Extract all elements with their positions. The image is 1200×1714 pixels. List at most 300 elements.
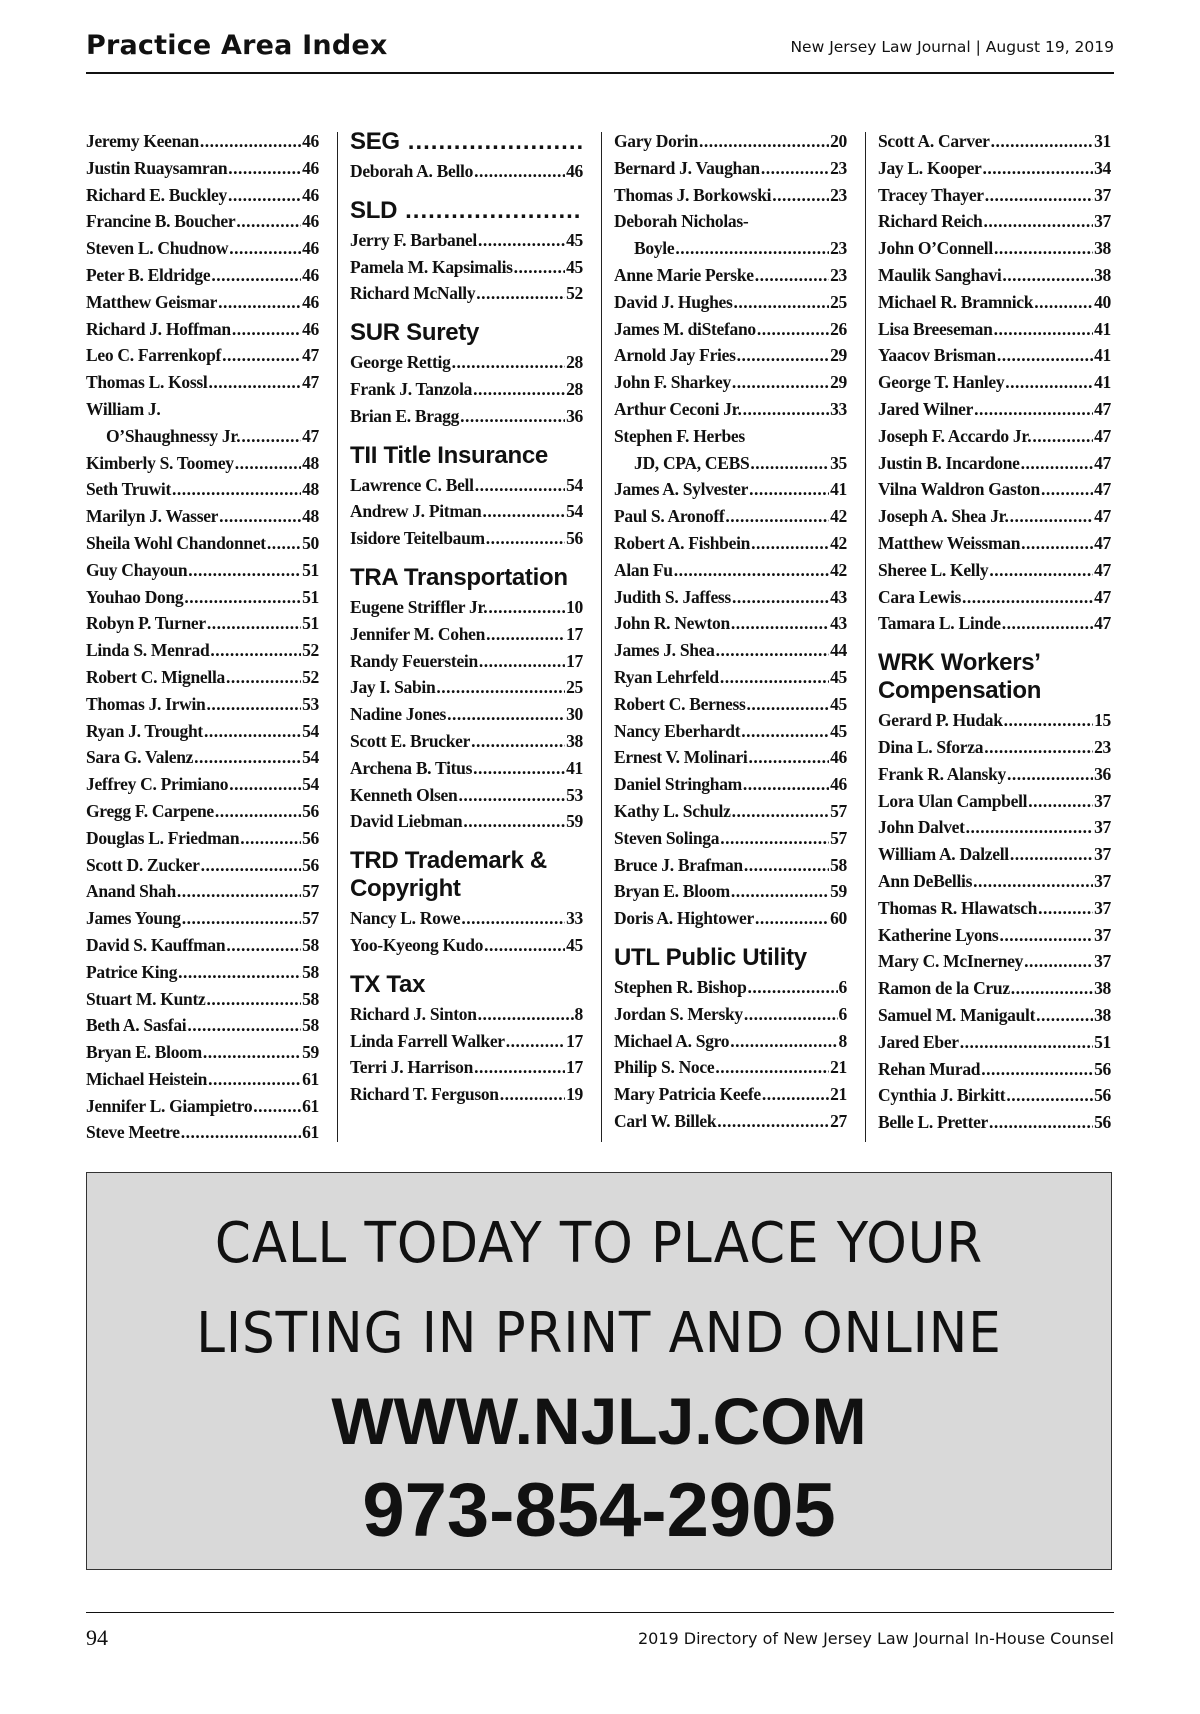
section-heading-label-cont: Compensation <box>878 677 1042 705</box>
index-entry <box>878 707 1111 734</box>
index-entry <box>878 208 1111 235</box>
dot-leader <box>471 728 565 755</box>
dot-leader <box>1004 707 1093 734</box>
section-heading-label: SLD <box>350 196 398 224</box>
index-entry-name: Scott A. Carver <box>878 131 990 151</box>
index-entry-page: 54 <box>302 774 319 795</box>
index-entry-name: Nancy Eberhardt <box>614 720 741 741</box>
index-entry <box>878 1082 1111 1109</box>
index-entry <box>614 852 847 879</box>
index-entry-page: 51 <box>302 586 319 607</box>
dot-leader <box>478 227 565 254</box>
index-entry-name: Samuel M. Manigault <box>878 1004 1036 1025</box>
index-entry-page: 58 <box>302 988 319 1009</box>
dot-leader <box>460 403 565 430</box>
index-entry <box>350 621 583 648</box>
index-entry-page: 37 <box>1094 870 1111 891</box>
index-entry <box>878 1002 1111 1029</box>
section-heading <box>350 564 583 592</box>
index-entry-page: 46 <box>302 264 319 285</box>
dot-leader <box>1036 1002 1093 1029</box>
dot-leader <box>732 369 829 396</box>
index-entry <box>86 316 319 343</box>
index-entry-page: 46 <box>302 211 319 232</box>
dot-leader <box>746 691 829 718</box>
index-entry-name: Douglas L. Friedman <box>86 827 240 848</box>
index-entry-name: Ryan Lehrfeld <box>614 666 719 687</box>
index-entry-name: Paul S. Aronoff <box>614 506 725 527</box>
index-entry-name: Belle L. Pretter <box>878 1112 989 1133</box>
dot-leader <box>985 182 1093 209</box>
index-entry <box>614 1001 847 1028</box>
index-entry-page: 46 <box>302 131 319 151</box>
index-entry-page: 38 <box>1094 264 1111 285</box>
index-entry <box>86 718 319 745</box>
index-entry-name: Robert A. Fishbein <box>614 532 751 553</box>
index-entry <box>86 986 319 1013</box>
index-entry-page: 42 <box>830 559 847 580</box>
index-entry-page: 60 <box>830 908 847 929</box>
dot-leader <box>474 1054 565 1081</box>
index-entry <box>878 503 1111 530</box>
index-entry-name: Sheree L. Kelly <box>878 559 989 580</box>
index-entry-name: Richard Reich <box>878 211 983 232</box>
index-entry-name: Mary C. McInerney <box>878 951 1024 972</box>
dot-leader <box>215 798 301 825</box>
index-entry <box>86 1012 319 1039</box>
index-entry <box>86 1066 319 1093</box>
dot-leader <box>474 158 565 185</box>
index-entry-page: 51 <box>1094 1031 1111 1052</box>
dot-leader <box>755 262 829 289</box>
index-entry-page: 56 <box>302 854 319 875</box>
section-heading <box>878 649 1111 705</box>
index-entry <box>350 808 583 835</box>
index-entry-page: 28 <box>566 352 583 373</box>
index-entry-page: 58 <box>302 934 319 955</box>
dot-leader <box>989 557 1093 584</box>
index-entry-page: 38 <box>566 730 583 751</box>
index-entry-name: Cara Lewis <box>878 586 962 607</box>
index-entry-page: 61 <box>302 1095 319 1116</box>
index-entry <box>86 744 319 771</box>
index-entry-page: 29 <box>830 372 847 393</box>
dot-leader <box>699 128 829 155</box>
page-header <box>86 26 1114 74</box>
dot-leader <box>253 1093 301 1120</box>
index-entry-page: 43 <box>830 586 847 607</box>
dot-leader <box>960 1029 1093 1056</box>
index-entry-page: 47 <box>1094 452 1111 473</box>
dot-leader <box>235 450 301 477</box>
index-entry-name: Jared Wilner <box>878 398 974 419</box>
dot-leader <box>715 1054 829 1081</box>
publication-line: New Jersey Law Journal | August 19, 2019 <box>790 38 1114 56</box>
index-entry-page: 23 <box>830 184 847 205</box>
dot-leader <box>219 503 301 530</box>
index-entry-page: 54 <box>302 720 319 741</box>
index-entry <box>878 788 1111 815</box>
dot-leader <box>488 594 565 621</box>
dot-leader <box>772 182 829 209</box>
dot-leader <box>479 648 565 675</box>
dot-leader <box>750 450 829 477</box>
index-entry-page: 37 <box>1094 790 1111 811</box>
index-entry <box>350 280 583 307</box>
index-entry-page: 57 <box>302 908 319 929</box>
index-entry-name: William A. Dalzell <box>878 844 1009 865</box>
index-entry-name: James M. diStefano <box>614 318 756 339</box>
index-entry-page: 21 <box>830 1057 847 1078</box>
index-entry-page: 53 <box>566 784 583 805</box>
index-entry-name: Frank R. Alansky <box>878 763 1006 784</box>
index-entry-name: Tracey Thayer <box>878 184 984 205</box>
index-entry-name: Lawrence C. Bell <box>350 474 474 495</box>
index-entry <box>86 691 319 718</box>
index-entry-name: Thomas J. Irwin <box>86 693 206 714</box>
index-entry <box>614 503 847 530</box>
index-entry-page: 17 <box>566 1030 583 1051</box>
index-entry-name: John R. Newton <box>614 613 730 634</box>
index-entry <box>350 227 583 254</box>
index-entry-page: 46 <box>302 157 319 178</box>
index-entry-page: 42 <box>830 506 847 527</box>
index-entry-name: Ryan J. Trought <box>86 720 203 741</box>
index-entry <box>878 423 1111 450</box>
index-entry-name: Joseph A. Shea Jr. <box>878 506 1009 527</box>
dot-leader <box>458 782 565 809</box>
ad-line-1: CALL TODAY TO PLACE YOUR <box>214 1211 984 1276</box>
index-entry-page: 38 <box>1094 978 1111 999</box>
index-entry <box>86 503 319 530</box>
index-entry-name: Lisa Breeseman <box>878 318 993 339</box>
index-entry <box>86 825 319 852</box>
index-entry-page: 46 <box>830 774 847 795</box>
index-entry-page: 58 <box>302 961 319 982</box>
dot-leader <box>1041 476 1093 503</box>
section-heading <box>350 971 583 999</box>
index-entry-name: Richard T. Ferguson <box>350 1084 499 1105</box>
index-entry <box>614 1108 847 1135</box>
index-entry-name: Linda S. Menrad <box>86 640 210 661</box>
index-entry-page: 56 <box>302 827 319 848</box>
index-entry <box>878 761 1111 788</box>
index-entry-page: 27 <box>830 1110 847 1131</box>
index-entry <box>614 450 847 477</box>
index-entry-page: 46 <box>302 291 319 312</box>
dot-leader <box>204 718 301 745</box>
dot-leader <box>206 986 301 1013</box>
index-entry-name: Thomas L. Kossl <box>86 372 208 393</box>
index-entry-page: 45 <box>566 934 583 955</box>
directory-title: 2019 Directory of New Jersey Law Journal In-House Counsel <box>637 1629 1114 1648</box>
index-entry <box>86 128 319 155</box>
index-entry <box>350 1081 583 1108</box>
index-entry-name: Anand Shah <box>86 881 176 902</box>
index-entry-name: Gary Dorin <box>614 131 699 151</box>
index-entry-page: 36 <box>566 405 583 426</box>
section-heading-label: WRK Workers’ <box>878 649 1041 677</box>
index-entry <box>614 316 847 343</box>
dot-leader <box>408 128 583 156</box>
index-entry-page: 46 <box>302 238 319 259</box>
dot-leader <box>1006 1082 1093 1109</box>
index-entry-page: 17 <box>566 1057 583 1078</box>
dot-leader <box>749 476 829 503</box>
index-entry-page: 45 <box>830 666 847 687</box>
index-entry-name: Ramon de la Cruz <box>878 978 1010 999</box>
index-entry <box>614 664 847 691</box>
index-entry-page: 6 <box>838 1003 847 1024</box>
dot-leader <box>194 744 301 771</box>
index-entry-page: 43 <box>830 613 847 634</box>
dot-leader <box>716 637 829 664</box>
dot-leader <box>232 316 301 343</box>
index-entry <box>614 637 847 664</box>
index-entry <box>350 755 583 782</box>
dot-leader <box>994 235 1093 262</box>
index-entry <box>878 557 1111 584</box>
index-entry-name: Richard J. Sinton <box>350 1003 477 1024</box>
dot-leader <box>436 674 565 701</box>
dot-leader <box>405 197 583 225</box>
index-entry <box>878 128 1111 155</box>
dot-leader <box>226 932 301 959</box>
index-entry-page: 25 <box>566 677 583 698</box>
page-title: Practice Area Index <box>86 30 388 61</box>
index-entry-page: 47 <box>1094 506 1111 527</box>
index-entry-page: 47 <box>1094 398 1111 419</box>
dot-leader <box>473 376 565 403</box>
index-entry <box>878 342 1111 369</box>
index-entry-page: 47 <box>1094 425 1111 446</box>
index-entry-name: Jennifer M. Cohen <box>350 623 486 644</box>
index-entry <box>614 744 847 771</box>
index-entry-page: 48 <box>302 479 319 500</box>
index-entry-page: 28 <box>566 378 583 399</box>
index-entry-name: John Dalvet <box>878 817 965 838</box>
index-entry-name: Richard J. Hoffman <box>86 318 231 339</box>
index-entry <box>86 664 319 691</box>
index-entry-name: Jay L. Kooper <box>878 157 982 178</box>
index-entry <box>86 450 319 477</box>
index-entry-page: 30 <box>566 704 583 725</box>
index-entry-page: 44 <box>830 640 847 661</box>
index-entry <box>878 262 1111 289</box>
dot-leader <box>184 584 301 611</box>
index-entry-name: David Liebman <box>350 811 463 832</box>
dot-leader <box>1021 530 1093 557</box>
index-entry <box>614 878 847 905</box>
index-entry-page: 42 <box>830 532 847 553</box>
index-entry-name: Archena B. Titus <box>350 757 473 778</box>
index-entry <box>614 530 847 557</box>
index-entry-name: George Rettig <box>350 352 451 373</box>
index-entry-page: 56 <box>302 800 319 821</box>
index-entry-name: Robert C. Berness <box>614 693 746 714</box>
index-entry-page: 47 <box>302 425 319 446</box>
index-entry <box>614 262 847 289</box>
dot-leader <box>229 771 301 798</box>
index-entry-page: 33 <box>830 398 847 419</box>
dot-leader <box>240 825 301 852</box>
index-entry-name: Beth A. Sasfai <box>86 1015 187 1036</box>
section-heading-label-cont: Copyright <box>350 875 461 903</box>
index-entry-name: Michael Heistein <box>86 1068 208 1089</box>
index-entry-name: Eugene Striffler Jr. <box>350 596 488 617</box>
index-entry-page: 47 <box>1094 532 1111 553</box>
index-entry-name: JD, CPA, CEBS <box>634 452 750 473</box>
index-column-3 <box>614 128 847 1135</box>
dot-leader <box>187 1012 301 1039</box>
index-entry <box>86 155 319 182</box>
index-entry-name: Deborah Nicholas- <box>614 211 749 232</box>
index-entry <box>350 403 583 430</box>
dot-leader <box>1032 423 1093 450</box>
index-entry-name: Justin B. Incardone <box>878 452 1020 473</box>
dot-leader <box>991 128 1093 155</box>
index-entry-name: Gerard P. Hudak <box>878 710 1003 731</box>
index-entry <box>878 734 1111 761</box>
index-entry-name: Jordan S. Mersky <box>614 1003 743 1024</box>
dot-leader <box>999 922 1093 949</box>
section-heading <box>350 319 583 347</box>
index-entry <box>614 155 847 182</box>
index-entry <box>614 1054 847 1081</box>
index-entry-page: 54 <box>566 501 583 522</box>
index-entry <box>350 674 583 701</box>
index-entry-page: 31 <box>1094 131 1111 151</box>
dot-leader <box>997 342 1093 369</box>
dot-leader <box>236 208 301 235</box>
dot-leader <box>981 1056 1093 1083</box>
section-heading-label: SEG <box>350 128 400 155</box>
index-entry <box>614 289 847 316</box>
dot-leader <box>748 974 838 1001</box>
index-entry-name: William J. <box>86 398 161 419</box>
dot-leader <box>966 814 1093 841</box>
dot-leader <box>731 878 829 905</box>
index-entry <box>878 610 1111 637</box>
dot-leader <box>210 637 301 664</box>
index-entry <box>86 637 319 664</box>
index-entry <box>86 1039 319 1066</box>
index-entry <box>350 728 583 755</box>
dot-leader <box>484 932 565 959</box>
index-entry <box>614 905 847 932</box>
dot-leader <box>461 905 565 932</box>
dot-leader <box>1005 369 1093 396</box>
index-entry-name: Francine B. Boucher <box>86 211 236 232</box>
index-entry <box>878 182 1111 209</box>
index-entry-name: Judith S. Jaffess <box>614 586 731 607</box>
index-entry-name: Richard McNally <box>350 283 476 304</box>
dot-leader <box>1011 975 1093 1002</box>
index-entry-name: Rehan Murad <box>878 1058 981 1079</box>
dot-leader <box>452 349 566 376</box>
index-entry <box>614 182 847 209</box>
dot-leader <box>744 1001 838 1028</box>
index-entry-page: 40 <box>1094 291 1111 312</box>
index-entry-page: 8 <box>838 1030 847 1051</box>
dot-leader <box>744 852 829 879</box>
dot-leader <box>447 701 565 728</box>
index-entry <box>350 932 583 959</box>
index-entry-page: 41 <box>1094 372 1111 393</box>
index-entry-page: 17 <box>566 650 583 671</box>
index-entry <box>614 691 847 718</box>
index-entry <box>614 396 847 423</box>
index-entry-page: 20 <box>830 131 847 151</box>
index-entry <box>86 476 319 503</box>
index-entry <box>614 342 847 369</box>
index-entry-page: 59 <box>566 811 583 832</box>
index-column-2 <box>350 128 583 1108</box>
index-entry-name: Scott D. Zucker <box>86 854 200 875</box>
index-entry-name: Seth Truwit <box>86 479 172 500</box>
index-entry <box>86 423 319 450</box>
index-entry-name: Anne Marie Perske <box>614 264 754 285</box>
dot-leader <box>208 369 301 396</box>
dot-leader <box>478 1001 574 1028</box>
dot-leader <box>983 155 1094 182</box>
dot-leader <box>241 423 301 450</box>
index-entry <box>86 905 319 932</box>
index-entry <box>350 376 583 403</box>
dot-leader <box>762 1081 829 1108</box>
index-entry-name: Stuart M. Kuntz <box>86 988 206 1009</box>
index-entry-page: 47 <box>1094 559 1111 580</box>
index-entry-page: 52 <box>566 283 583 304</box>
section-heading-label: TRD Trademark & <box>350 847 547 875</box>
dot-leader <box>974 396 1093 423</box>
dot-leader <box>751 530 829 557</box>
index-entry-page: 37 <box>1094 924 1111 945</box>
dot-leader <box>989 1109 1093 1136</box>
index-entry-name: Yaacov Brisman <box>878 345 996 366</box>
ad-line-2: LISTING IN PRINT AND ONLINE <box>196 1301 1002 1366</box>
index-entry-name: Bryan E. Bloom <box>614 881 730 902</box>
index-entry-page: 56 <box>1094 1112 1111 1133</box>
page-number: 94 <box>86 1625 108 1650</box>
index-entry-name: Kenneth Olsen <box>350 784 458 805</box>
index-entry-name: Philip S. Noce <box>614 1057 715 1078</box>
index-entry <box>86 289 319 316</box>
dot-leader <box>725 503 829 530</box>
index-entry-name: Isidore Teitelbaum <box>350 528 485 549</box>
index-entry-page: 58 <box>302 1015 319 1036</box>
index-entry-name: Kathy L. Schulz <box>614 800 731 821</box>
dot-leader <box>717 1108 829 1135</box>
index-entry <box>86 1119 319 1146</box>
index-entry-name: Ann DeBellis <box>878 870 973 891</box>
dot-leader <box>228 155 301 182</box>
index-entry-name: Stephen F. Herbes <box>614 425 745 446</box>
index-entry-name: Michael R. Bramnick <box>878 291 1034 312</box>
index-entry-page: 51 <box>302 559 319 580</box>
index-entry-page: 46 <box>302 318 319 339</box>
index-entry-name: Marilyn J. Wasser <box>86 506 219 527</box>
index-entry-page: 37 <box>1094 897 1111 918</box>
index-entry <box>350 701 583 728</box>
section-heading-label: TRA Transportation <box>350 563 568 591</box>
index-entry-name: Steven L. Chudnow <box>86 238 229 259</box>
dot-leader <box>228 182 301 209</box>
dot-leader <box>1010 841 1093 868</box>
column-divider <box>337 132 338 1142</box>
dot-leader <box>473 755 565 782</box>
index-entry <box>878 235 1111 262</box>
